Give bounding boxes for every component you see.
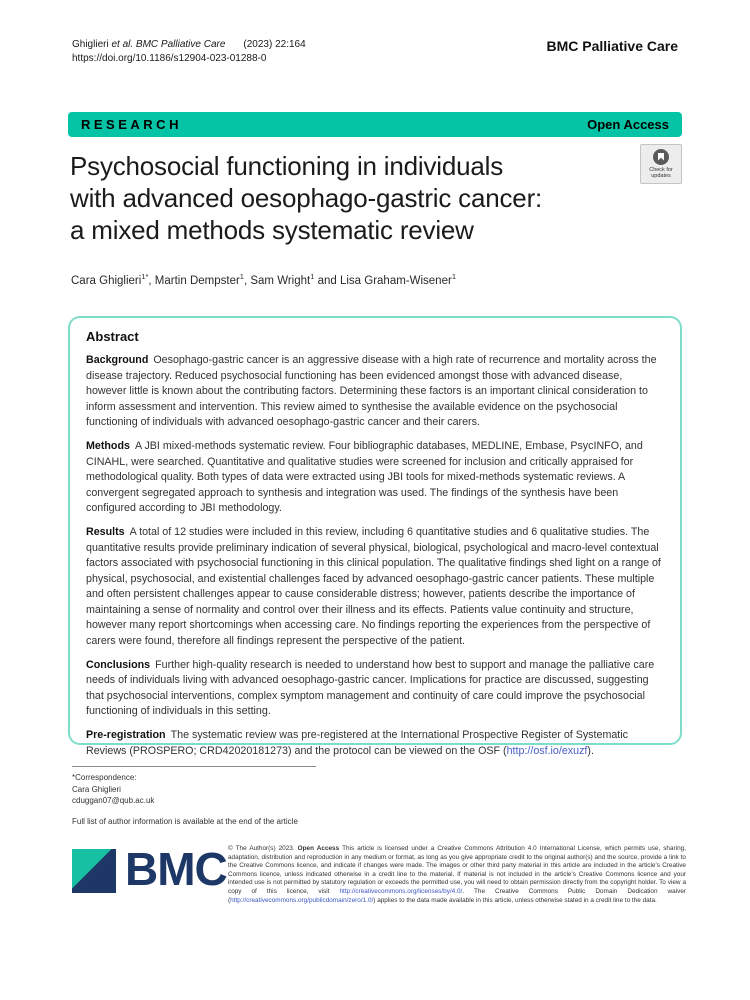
text-run: © The Author(s) 2023. <box>228 845 298 852</box>
correspondence-email[interactable]: cduggan07@qub.ac.uk <box>72 796 155 805</box>
page-title <box>70 150 630 246</box>
hyperlink[interactable]: http://creativecommons.org/publicdomain/zero/1.0/ <box>230 896 374 904</box>
divider <box>72 766 316 767</box>
author-name: Lisa Graham-Wisener <box>339 274 452 287</box>
author-affiliation-sup: 1 <box>239 272 244 281</box>
text-run: ) applies to the data made available in this article, unless otherwise stated in a credit line to the data. <box>373 896 657 904</box>
author-info-note: Full list of author information is available at the end of the article <box>72 816 298 826</box>
text-run: The systematic review was pre-registered at the International Prospective Register of Systematic Reviews (PROSPERO; CRD42020181273) and the protocol can be viewed on the OSF ( <box>86 729 628 757</box>
text-run: Further high-quality research is needed to understand how best to support and manage the palliative care needs of individuals living with advanced oesophago-gastric cancer. Implications for practice are discussed, suggesting that psychosocial interventions, complex symptom management and continuity of care could improve the psychosocial functioning of individuals in this setting. <box>86 658 655 717</box>
abstract-paragraph <box>86 658 664 720</box>
abstract-paragraph <box>86 728 664 759</box>
correspondence-label: *Correspondence: <box>72 773 137 782</box>
paragraph-label: Conclusions <box>86 658 151 671</box>
bmc-logo-text: BMC <box>125 843 227 895</box>
correspondence-name: Cara Ghiglieri <box>72 784 121 794</box>
author-name: Cara Ghiglieri <box>71 274 142 287</box>
correspondence-block <box>72 766 392 827</box>
doi-link[interactable]: https://doi.org/10.1186/s12904-023-01288-0 <box>72 53 267 64</box>
title-line-1: Psychosocial functioning in individuals <box>70 151 504 181</box>
abstract-paragraphs <box>86 353 664 759</box>
hyperlink[interactable]: http://creativecommons.org/licenses/by/4.0/ <box>339 887 463 895</box>
bold-text: Open Access <box>297 845 340 852</box>
abstract-heading: Abstract <box>86 329 139 344</box>
text-run: . The Creative Commons Public Domain Dedication waiver ( <box>228 887 686 904</box>
abstract-paragraph <box>86 525 664 649</box>
abstract-paragraph <box>86 439 664 517</box>
hyperlink[interactable]: http://osf.io/exuzf <box>506 744 588 757</box>
bmc-logo <box>72 843 227 895</box>
journal-name: BMC Palliative Care <box>546 38 678 54</box>
title-line-3: a mixed methods systematic review <box>70 215 474 245</box>
text-run: This article is licensed under a Creative Commons Attribution 4.0 International License, which permits use, sharing, adaptation, distribution and reproduction in any medium or format, as long as you give appropriate credit to the original author(s) and the source, provide a link to the Creative Commons licence, and indicate if changes were made. The images or other third party material in this article are included in the article's Creative Commons licence, unless indicated otherwise in a credit line to the material. If material is not included in the article's Creative Commons licence and your intended use is not permitted by statutory regulation or exceeds the permitted use, you will need to obtain permission directly from the copyright holder. To view a copy of this licence, visit <box>228 845 686 895</box>
citation-author: Ghiglieri <box>72 39 112 50</box>
citation-block <box>72 38 306 66</box>
author-name: Martin Dempster <box>154 274 240 287</box>
author-affiliation-sup: 1 <box>310 272 315 281</box>
check-for-updates-button[interactable] <box>640 144 682 184</box>
check-for-updates-label: Check for updates <box>649 166 673 179</box>
text-run: A JBI mixed-methods systematic review. Four bibliographic databases, MEDLINE, Embase, PsycINFO, and CINAHL, were searched. Quantitative and qualitative studies were screened for inclusion and critically appraised for methodological quality. Both types of data were extracted using JBI tools for mixed-methods systematic reviews. A convergent segregated approach to synthesis and integration was used. The findings of the synthesis have been configured according to JBI methodology. <box>86 440 643 514</box>
text-run: Oesophago-gastric cancer is an aggressive disease with a high rate of recurrence and mortality across the disease trajectory. Reduced psychosocial functioning has been evidenced amongst those with advanced disease, however little is known about the contributing factors. Determining these factors is an important clinical consideration to inform assessment and intervention. This review aimed to synthesise the available evidence on the psychosocial functioning of individuals with advanced oesophago-gastric cancer and their carers. <box>86 354 657 428</box>
abstract-section <box>68 316 682 757</box>
text-run: A total of 12 studies were included in this review, including 6 quantitative studies and 6 qualitative studies. The quantitative results provide preliminary indication of several physical, biological, psychological and macro-level contextual factors associated with psychosocial functioning in this clinical population. The qualitative findings shed light on a range of physical, psychosocial, and existential challenges faced by advanced oesophago-gastric cancer patients. These multiple and often persistent challenges appear to cause considerable distress; however, patients describe the importance of maintaining a sense of normality and control over their illness and its effects. Patients value continuity and structure, however many report shortcomings when accessing care. No findings reporting the experiences from the perspective of carers were found, therefore all findings represent the perspective of the patient. <box>86 526 661 647</box>
paragraph-label: Background <box>86 354 149 366</box>
author-affiliation-sup: 1 <box>451 272 456 281</box>
author-affiliation-sup: 1* <box>141 272 149 281</box>
article-type-label: RESEARCH <box>81 117 182 132</box>
abstract-paragraph <box>86 353 664 431</box>
citation-volume: (2023) 22:164 <box>243 39 306 50</box>
citation-journal: et al. BMC Palliative Care <box>111 39 226 50</box>
open-access-label: Open Access <box>587 117 669 132</box>
citation-line <box>72 38 306 52</box>
author-list: Cara Ghiglieri$^{1*}$, Martin Dempster$^1$, Sam Wright$^1$ and Lisa Graham-Wisener$^1$ <box>71 272 456 287</box>
article-type-banner <box>68 112 682 137</box>
author-name: Sam Wright <box>250 274 311 287</box>
bmc-logo-icon <box>72 849 116 893</box>
paragraph-label: Methods <box>86 440 130 452</box>
crossmark-icon <box>653 149 669 165</box>
paragraph-label: Results <box>86 526 125 538</box>
paragraph-label: Pre-registration <box>86 729 166 741</box>
title-line-2: with advanced oesophago-gastric cancer: <box>70 183 543 213</box>
text-run: ). <box>587 744 594 757</box>
license-text <box>228 845 686 905</box>
